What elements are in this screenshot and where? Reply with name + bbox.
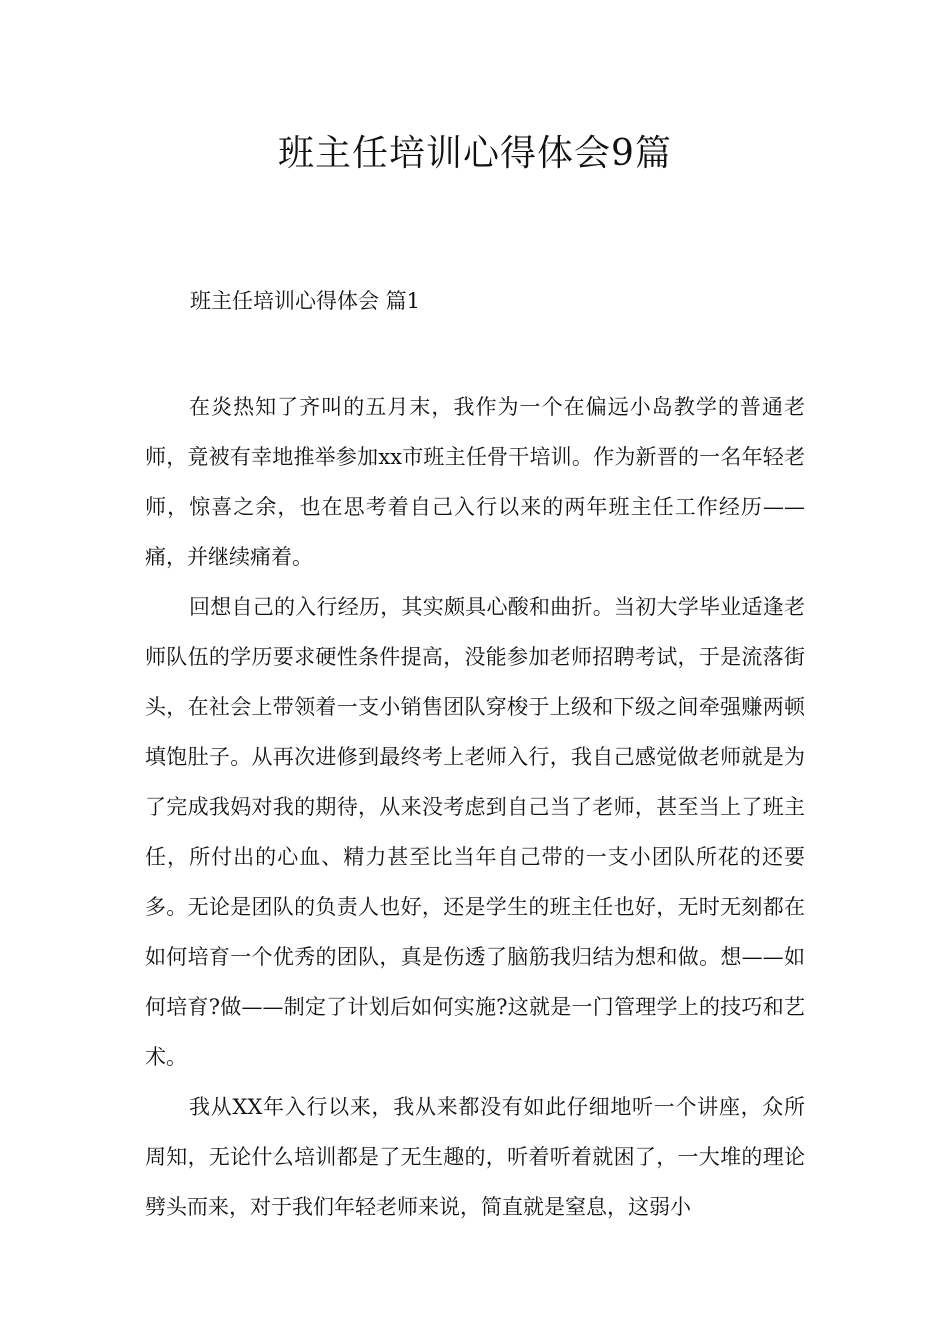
document-title: 班主任培训心得体会9篇 <box>278 133 672 174</box>
paragraph: 我从XX年入行以来，我从来都没有如此仔细地听一个讲座，众所周知，无论什么培训都是了无生趣的，听着听着就困了，一大堆的理论劈头而来，对于我们年轻老师来说，简直就是窒息，这弱小 <box>145 1095 805 1219</box>
paragraph: 回想自己的入行经历，其实颇具心酸和曲折。当初大学毕业适逢老师队伍的学历要求硬性条件提高，没能参加老师招聘考试，于是流落街头，在社会上带领着一支小销售团队穿梭于上级和下级之间牵强赚两顿填饱肚子。从再次进修到最终考上老师入行，我自己感觉做老师就是为了完成我妈对我的期待，从来没考虑到自己当了老师，甚至当上了班主任，所付出的心血、精力甚至比当年自己带的一支小团队所花的还要多。无论是团队的负责人也好，还是学生的班主任也好，无时无刻都在如何培育一个优秀的团队，真是伤透了脑筋我归结为想和做。想——如何培育?做——制定了计划后如何实施?这就是一门管理学上的技巧和艺术。 <box>145 595 805 1069</box>
section-heading: 班主任培训心得体会 篇1 <box>190 289 421 313</box>
body-text <box>145 382 805 1232</box>
paragraph: 在炎热知了齐叫的五月末，我作为一个在偏远小岛教学的普通老师，竟被有幸地推举参加xx市班主任骨干培训。作为新晋的一名年轻老师，惊喜之余，也在思考着自己入行以来的两年班主任工作经历——痛，并继续痛着。 <box>145 395 805 569</box>
